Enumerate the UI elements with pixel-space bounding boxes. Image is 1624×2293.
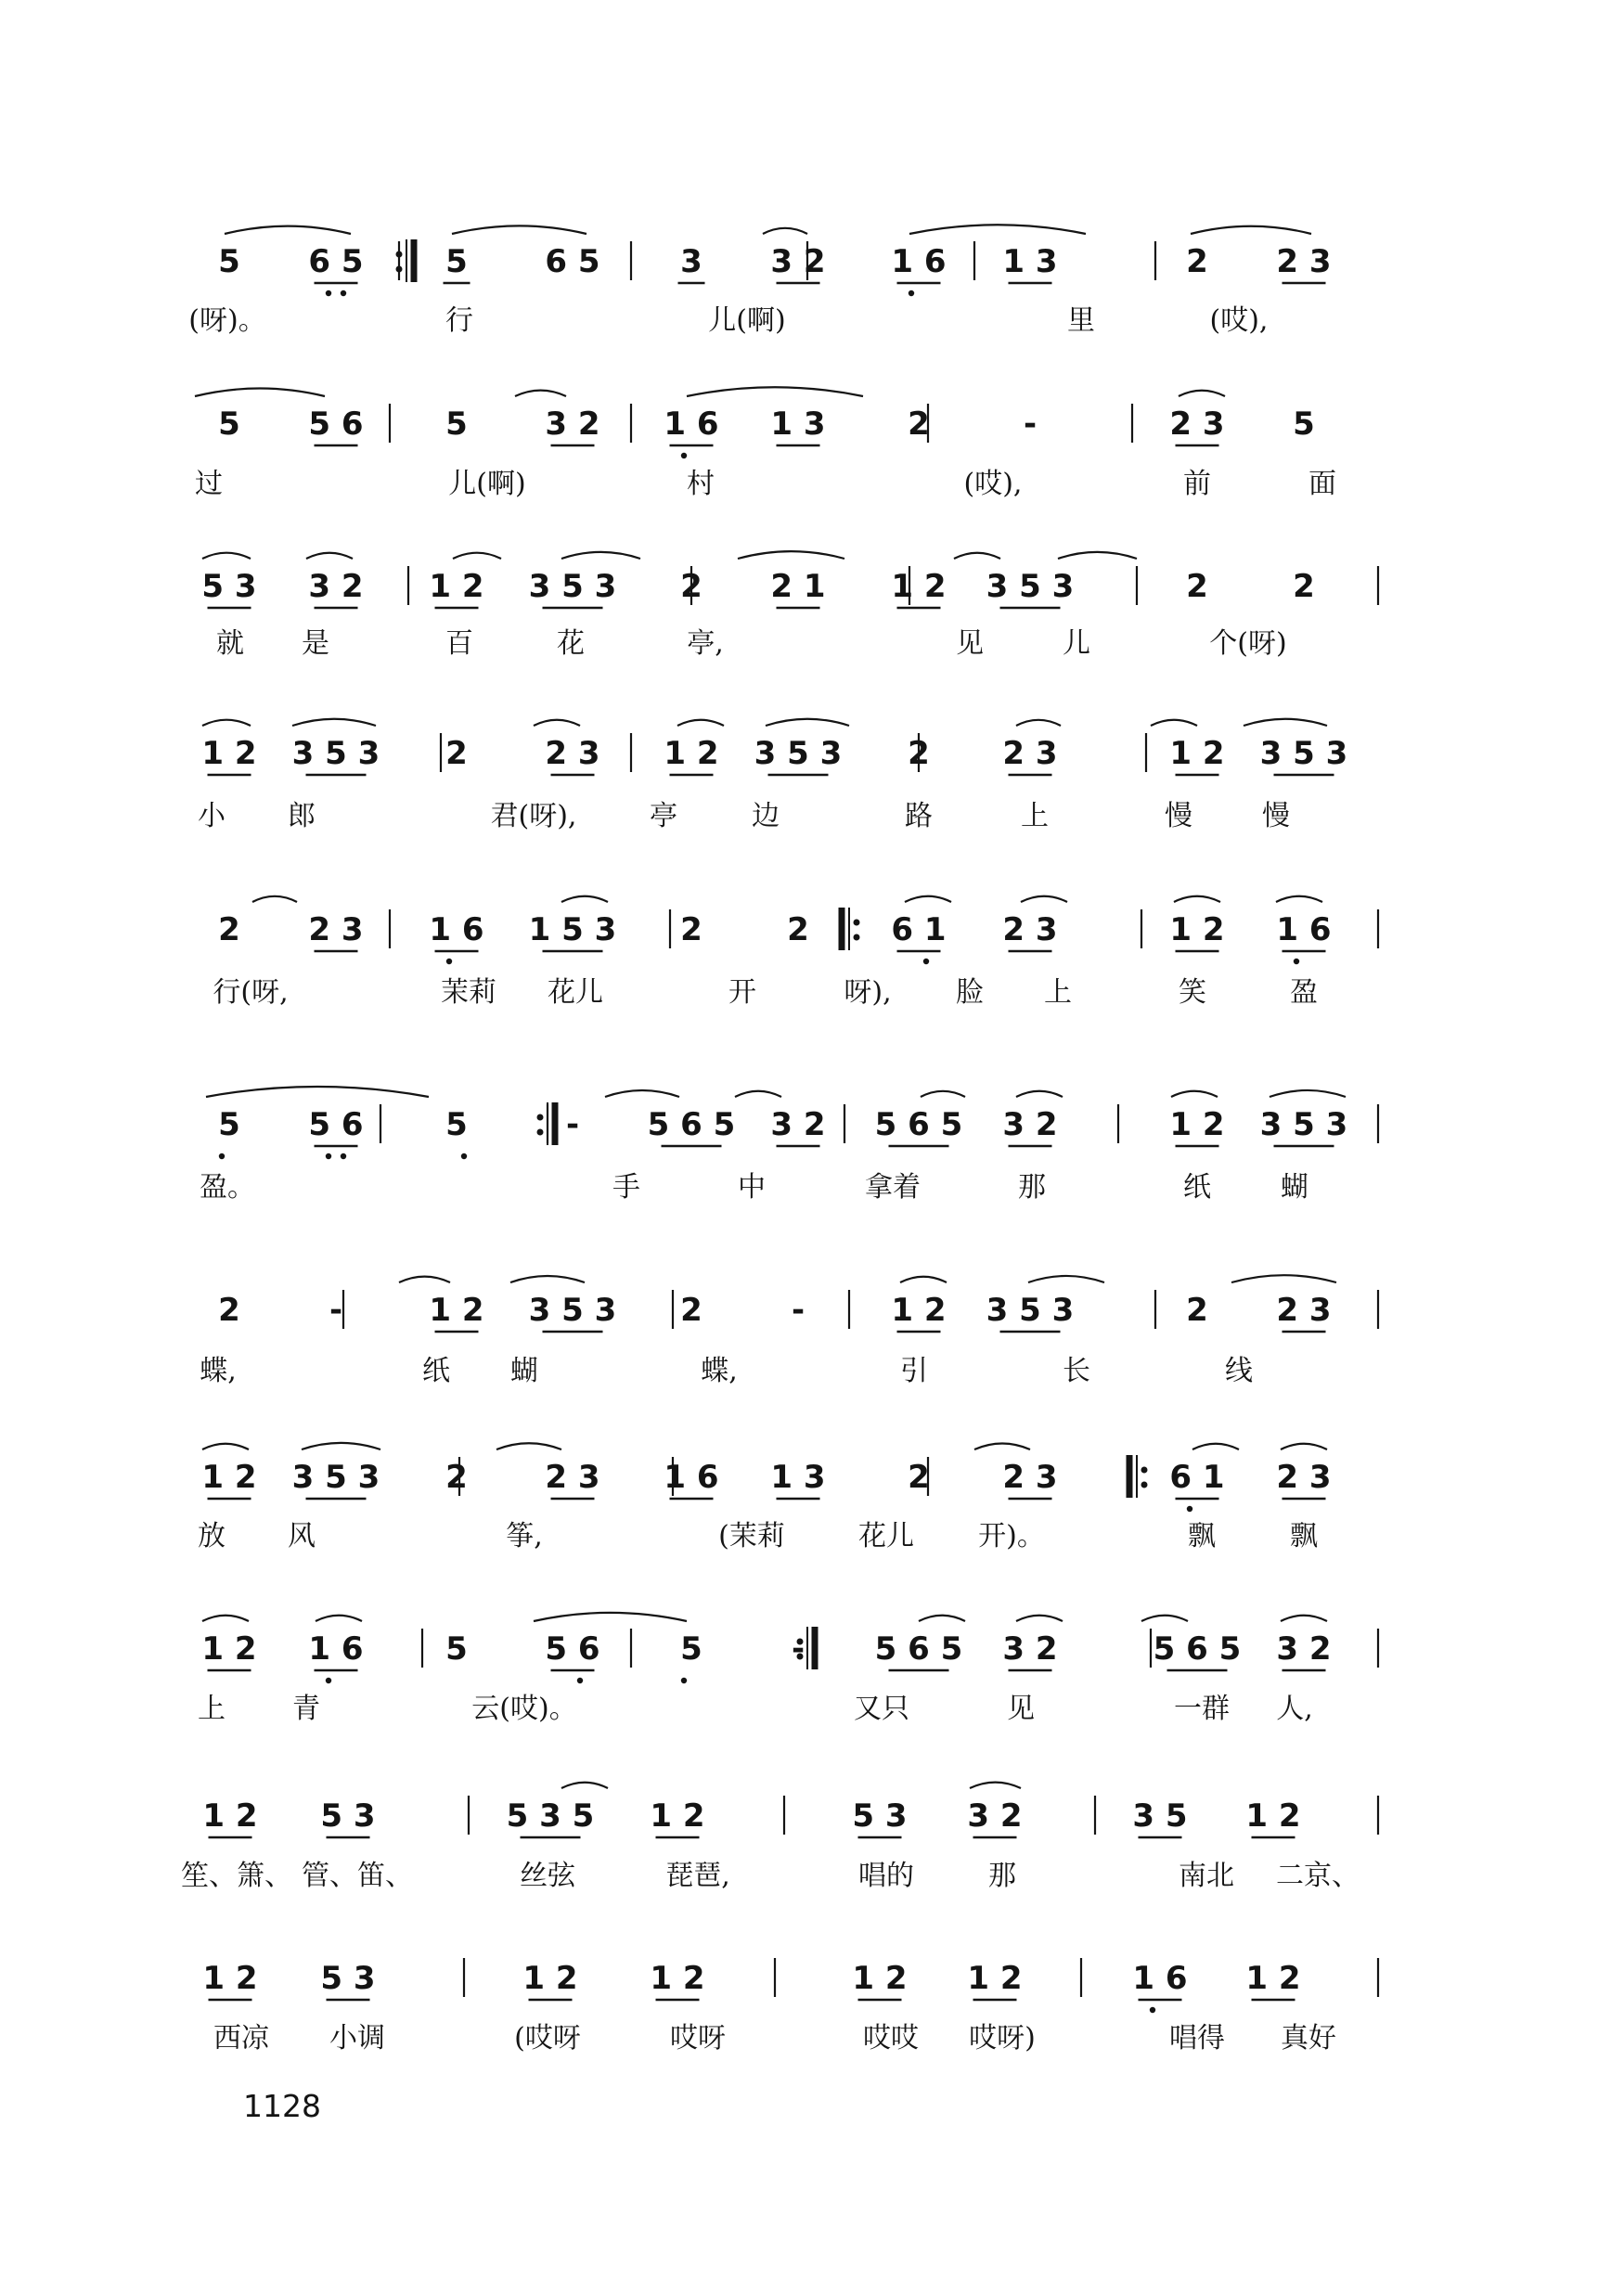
note-group: 3 5 xyxy=(1132,1797,1188,1835)
slur-arc xyxy=(1058,552,1137,559)
note-group: - xyxy=(565,1106,580,1143)
lyric-syllable: 南北 xyxy=(1179,1860,1234,1892)
note-group: 1 6 xyxy=(664,1459,719,1496)
lyric-syllable: 风 xyxy=(288,1520,316,1552)
lyric-syllable: 是 xyxy=(302,627,329,660)
slur-arc xyxy=(1016,1091,1063,1097)
note-group: 2 3 xyxy=(545,1459,600,1496)
note-group: 5 6 xyxy=(308,406,364,443)
lyric-syllable: 花 xyxy=(557,627,585,660)
slur-arc xyxy=(1244,719,1327,726)
note-group: 2 xyxy=(445,735,468,772)
lyric-syllable: 个(呀) xyxy=(1209,627,1287,660)
note-group: 3 5 3 xyxy=(291,735,380,772)
note-group: 3 2 xyxy=(308,568,364,605)
lyric-syllable: 笑 xyxy=(1179,976,1206,1009)
slur-arc xyxy=(202,553,251,559)
page-number: 1128 xyxy=(243,2088,321,2124)
slur-arc xyxy=(1151,720,1197,726)
lyric-syllable: 那 xyxy=(988,1860,1016,1892)
slur-arc xyxy=(738,551,844,559)
lyric-syllable: 放 xyxy=(198,1520,226,1552)
lyric-syllable: 西凉 xyxy=(213,2022,269,2055)
lyric-syllable: 小调 xyxy=(329,2022,385,2055)
note-group: 2 3 xyxy=(1002,911,1058,948)
lyric-syllable: 真好 xyxy=(1281,2022,1336,2055)
lyric-syllable: 儿(啊) xyxy=(448,468,526,500)
lyric-syllable: 花儿 xyxy=(548,976,603,1009)
note-group: 2 xyxy=(908,1459,930,1496)
lyric-syllable: (哎呀 xyxy=(514,2022,581,2055)
repeat-dot xyxy=(854,920,860,926)
lyric-syllable: 行(呀, xyxy=(213,976,289,1009)
octave-dot xyxy=(326,290,331,296)
note-group: 3 5 3 xyxy=(986,568,1075,605)
note-group: 1 6 xyxy=(308,1630,364,1668)
lyric-syllable: 见 xyxy=(956,627,984,660)
lyric-syllable: 丝弦 xyxy=(520,1860,575,1892)
note-group: 1 2 xyxy=(650,1960,705,1997)
lyric-syllable: 亭 xyxy=(650,800,677,832)
slur-arc xyxy=(735,1091,781,1097)
octave-dot xyxy=(1294,959,1299,964)
lyric-syllable: 过 xyxy=(195,468,223,500)
slur-arc xyxy=(766,719,849,726)
note-group: 2 xyxy=(908,406,930,443)
note-group: 1 6 xyxy=(1276,911,1332,948)
repeat-dot xyxy=(1141,1482,1148,1488)
slur-arc xyxy=(1281,1616,1327,1621)
note-group: 5 3 xyxy=(320,1797,376,1835)
note-group: 2 3 xyxy=(1276,1292,1332,1329)
octave-dot xyxy=(577,1678,583,1683)
slur-arc xyxy=(909,225,1086,234)
note-group: 2 xyxy=(1186,568,1208,605)
lyric-syllable: 飘 xyxy=(1290,1520,1318,1552)
note-group: 3 2 xyxy=(770,1106,826,1143)
note-group: 2 3 xyxy=(1002,735,1058,772)
note-group: 6 5 xyxy=(545,243,600,280)
note-group: 1 2 xyxy=(1169,1106,1225,1143)
note-group: 2 xyxy=(680,911,702,948)
note-group: 5 xyxy=(680,1630,702,1668)
lyric-syllable: 哎哎 xyxy=(863,2022,919,2055)
note-group: 1 2 xyxy=(1245,1797,1301,1835)
slur-arc xyxy=(302,1443,380,1449)
slur-arc xyxy=(561,552,640,559)
note-group: 1 2 xyxy=(891,568,947,605)
note-group: 1 2 xyxy=(201,735,257,772)
lyric-syllable: (哎), xyxy=(963,468,1023,500)
slur-arc xyxy=(974,1444,1030,1450)
lyric-syllable: 路 xyxy=(905,800,933,832)
slur-arc xyxy=(510,1276,585,1282)
slur-arc xyxy=(534,1613,687,1621)
lyric-syllable: 亭, xyxy=(687,627,724,660)
lyric-syllable: 那 xyxy=(1018,1171,1046,1204)
note-group: 5 6 5 xyxy=(874,1630,963,1668)
note-group: 5 3 xyxy=(852,1797,908,1835)
lyric-syllable: 面 xyxy=(1308,468,1336,500)
slur-arc xyxy=(561,896,608,902)
note-group: 2 xyxy=(680,1292,702,1329)
lyric-syllable: 唱的 xyxy=(858,1860,914,1892)
note-group: - xyxy=(791,1292,806,1329)
note-group: 1 3 xyxy=(1002,243,1058,280)
note-group: 5 xyxy=(445,1630,468,1668)
repeat-dot xyxy=(537,1114,544,1121)
octave-dot xyxy=(326,1153,331,1159)
octave-dot xyxy=(461,1153,467,1159)
slur-arc xyxy=(1281,1444,1327,1449)
note-group: 3 5 3 xyxy=(754,735,843,772)
note-group: 3 5 3 xyxy=(1259,735,1348,772)
note-group: 3 2 xyxy=(770,243,826,280)
slur-arc xyxy=(195,389,325,397)
note-group: - xyxy=(329,1292,343,1329)
lyric-syllable: 开)。 xyxy=(978,1520,1045,1552)
lyric-syllable: 飘 xyxy=(1188,1520,1216,1552)
repeat-dot xyxy=(396,251,403,258)
note-group: 1 2 xyxy=(202,1797,258,1835)
lyric-syllable: 琵琶, xyxy=(665,1860,730,1892)
octave-dot xyxy=(681,1678,687,1683)
lyric-syllable: 又只 xyxy=(854,1693,909,1725)
note-group: 2 xyxy=(218,1292,240,1329)
note-group: 3 2 xyxy=(967,1797,1023,1835)
slur-arc xyxy=(1141,1616,1188,1621)
octave-dot xyxy=(446,959,452,964)
lyric-syllable: 蝶, xyxy=(200,1355,237,1387)
lyric-syllable: (哎), xyxy=(1209,304,1269,337)
note-group: 5 6 5 xyxy=(647,1106,736,1143)
lyric-syllable: 郎 xyxy=(288,800,316,832)
note-group: 6 1 xyxy=(891,911,947,948)
lyric-syllable: 拿着 xyxy=(865,1171,921,1204)
slur-arc xyxy=(202,1616,249,1621)
lyric-syllable: 二京、 xyxy=(1276,1860,1360,1892)
note-group: 3 xyxy=(680,243,702,280)
note-group: 3 5 3 xyxy=(528,1292,617,1329)
octave-dot xyxy=(219,1153,225,1159)
lyric-syllable: 管、笛、 xyxy=(302,1860,413,1892)
lyric-syllable: 线 xyxy=(1225,1355,1253,1387)
slur-arc xyxy=(561,1783,608,1788)
note-group: 5 xyxy=(218,406,240,443)
note-group: 2 1 xyxy=(770,568,826,605)
slur-arc xyxy=(1276,896,1322,902)
lyric-syllable: 青 xyxy=(292,1693,320,1725)
note-group: 2 3 xyxy=(545,735,600,772)
slur-arc xyxy=(1191,226,1311,234)
lyric-syllable: 见 xyxy=(1007,1693,1035,1725)
note-group: 1 6 xyxy=(891,243,947,280)
lyric-syllable: 小 xyxy=(198,800,226,832)
slur-arc xyxy=(534,720,580,726)
lyric-syllable: 上 xyxy=(1021,800,1049,832)
lyric-syllable: 引 xyxy=(900,1355,928,1387)
slur-arc xyxy=(1021,896,1067,902)
lyric-syllable: 长 xyxy=(1063,1355,1090,1387)
note-group: 3 2 xyxy=(1002,1630,1058,1668)
lyric-syllable: 上 xyxy=(198,1693,226,1725)
slur-arc xyxy=(1231,1275,1336,1282)
note-group: 5 xyxy=(445,406,468,443)
slur-arc xyxy=(206,1087,429,1097)
note-group: 1 6 xyxy=(1132,1960,1188,1997)
octave-dot xyxy=(681,453,687,458)
slur-arc xyxy=(202,720,251,726)
slur-arc xyxy=(399,1277,450,1282)
note-group: 2 3 xyxy=(1169,406,1225,443)
slur-arc xyxy=(954,553,1000,559)
note-group: 2 3 xyxy=(1276,1459,1332,1496)
lyric-syllable: 蝴 xyxy=(1281,1171,1308,1204)
note-group: 2 xyxy=(1293,568,1315,605)
lyric-syllable: 纸 xyxy=(1183,1171,1211,1204)
octave-dot xyxy=(909,290,914,296)
repeat-dot xyxy=(537,1129,544,1136)
slur-arc xyxy=(452,225,586,234)
note-group: 3 5 3 xyxy=(1259,1106,1348,1143)
lyric-syllable: 茉莉 xyxy=(441,976,496,1009)
note-group: 2 xyxy=(445,1459,468,1496)
note-group: 5 3 xyxy=(201,568,257,605)
lyric-syllable: 慢 xyxy=(1165,800,1192,832)
note-group: 3 5 3 xyxy=(291,1459,380,1496)
slur-arc xyxy=(905,896,951,902)
octave-dot xyxy=(923,959,929,964)
lyric-syllable: 儿 xyxy=(1063,627,1090,660)
note-group: 1 2 xyxy=(201,1630,257,1668)
lyric-syllable: 君(呀), xyxy=(490,800,577,832)
note-group: 1 2 xyxy=(967,1960,1023,1997)
lyric-syllable: 手 xyxy=(612,1171,640,1204)
lyric-syllable: 盈。 xyxy=(200,1171,255,1204)
note-group: 1 2 xyxy=(852,1960,908,1997)
note-group: 1 2 xyxy=(202,1960,258,1997)
lyric-syllable: 行 xyxy=(445,304,473,337)
note-group: 2 3 xyxy=(1276,243,1332,280)
lyric-syllable: 哎呀 xyxy=(670,2022,726,2055)
note-group: 2 xyxy=(787,911,809,948)
slur-arc xyxy=(453,553,501,559)
lyric-syllable: 中 xyxy=(738,1171,766,1204)
slur-arc xyxy=(1192,1444,1239,1449)
lyric-syllable: 村 xyxy=(687,468,715,500)
slur-arc xyxy=(292,719,376,726)
note-group: 1 2 xyxy=(429,568,484,605)
slur-arc xyxy=(677,720,724,726)
note-group: 1 2 xyxy=(429,1292,484,1329)
lyric-syllable: (呀)。 xyxy=(188,304,266,337)
lyric-syllable: 蝶, xyxy=(701,1355,738,1387)
note-group: 2 3 xyxy=(308,911,364,948)
lyric-syllable: 边 xyxy=(752,800,780,832)
note-group: 5 xyxy=(445,243,468,280)
slur-arc xyxy=(970,1783,1021,1788)
slur-arc xyxy=(763,228,807,234)
octave-dot xyxy=(1187,1506,1192,1512)
note-group: 1 6 xyxy=(429,911,484,948)
lyric-syllable: 唱得 xyxy=(1169,2022,1225,2055)
note-group: 3 5 3 xyxy=(528,568,617,605)
lyric-syllable: 筝, xyxy=(506,1520,543,1552)
slur-arc xyxy=(252,896,297,902)
lyric-syllable: (茉莉 xyxy=(718,1520,785,1552)
note-group: 2 3 xyxy=(1002,1459,1058,1496)
note-group: - xyxy=(1023,406,1038,443)
note-group: 1 2 xyxy=(1245,1960,1301,1997)
note-group: 1 2 xyxy=(201,1459,257,1496)
lyric-syllable: 上 xyxy=(1044,976,1072,1009)
note-group: 1 3 xyxy=(770,1459,826,1496)
slur-arc xyxy=(1016,720,1061,726)
lyric-syllable: 前 xyxy=(1183,468,1211,500)
octave-dot xyxy=(326,1678,331,1683)
lyric-syllable: 云(哎)。 xyxy=(471,1693,577,1725)
note-group: 6 1 xyxy=(1169,1459,1225,1496)
note-group: 5 6 xyxy=(308,1106,364,1143)
lyric-syllable: 纸 xyxy=(422,1355,450,1387)
slur-arc xyxy=(900,1277,947,1282)
slur-arc xyxy=(202,1444,249,1449)
slur-arc xyxy=(306,553,353,559)
lyric-syllable: 儿(啊) xyxy=(708,304,786,337)
slur-arc xyxy=(1028,1276,1104,1282)
slur-arc xyxy=(1174,896,1220,902)
note-group: 1 2 xyxy=(1169,735,1225,772)
note-group: 5 6 5 xyxy=(874,1106,963,1143)
note-group: 1 2 xyxy=(891,1292,947,1329)
note-group: 5 xyxy=(445,1106,468,1143)
note-group: 1 2 xyxy=(650,1797,705,1835)
note-group: 2 xyxy=(1186,243,1208,280)
lyric-syllable: 盈 xyxy=(1290,976,1318,1009)
note-group: 3 2 xyxy=(1276,1630,1332,1668)
note-group: 5 6 xyxy=(545,1630,600,1668)
note-group: 3 2 xyxy=(1002,1106,1058,1143)
octave-dot xyxy=(341,1153,346,1159)
note-group: 1 6 xyxy=(664,406,719,443)
lyric-syllable: 就 xyxy=(216,627,244,660)
note-group: 1 2 xyxy=(1169,911,1225,948)
note-group: 5 6 5 xyxy=(1153,1630,1242,1668)
lyric-syllable: 笙、箫、 xyxy=(181,1860,292,1892)
lyric-syllable: 百 xyxy=(445,627,473,660)
note-group: - xyxy=(791,1630,806,1668)
octave-dot xyxy=(341,290,346,296)
note-group: 5 3 5 xyxy=(506,1797,595,1835)
lyric-syllable: 人, xyxy=(1276,1693,1313,1725)
slur-arc xyxy=(687,387,863,396)
lyric-syllable: 哎呀) xyxy=(969,2022,1036,2055)
note-group: 5 3 xyxy=(320,1960,376,1997)
note-group: 1 3 xyxy=(770,406,826,443)
slur-arc xyxy=(921,1091,965,1097)
repeat-dot xyxy=(396,266,403,273)
lyric-syllable: 一群 xyxy=(1174,1693,1230,1725)
note-group: 2 xyxy=(680,568,702,605)
slur-arc xyxy=(1179,391,1225,396)
note-group: 1 5 3 xyxy=(528,911,617,948)
lyric-syllable: 里 xyxy=(1067,304,1095,337)
repeat-dot xyxy=(854,934,860,941)
lyric-syllable: 蝴 xyxy=(510,1355,538,1387)
note-group: 3 5 3 xyxy=(986,1292,1075,1329)
note-group: 2 xyxy=(1186,1292,1208,1329)
note-group: 1 2 xyxy=(664,735,719,772)
note-group: 5 xyxy=(218,1106,240,1143)
lyric-syllable: 花儿 xyxy=(858,1520,914,1552)
slur-arc xyxy=(1016,1616,1063,1621)
slur-arc xyxy=(225,226,351,234)
slur-arc xyxy=(1270,1090,1346,1097)
note-group: 1 2 xyxy=(522,1960,578,1997)
lyric-syllable: 慢 xyxy=(1262,800,1290,832)
lyric-syllable: 呀), xyxy=(844,976,892,1009)
slur-arc xyxy=(1171,1091,1218,1097)
note-group: 5 xyxy=(1293,406,1315,443)
lyric-syllable: 开 xyxy=(728,976,756,1009)
slur-arc xyxy=(919,1616,965,1621)
note-group: 2 xyxy=(908,735,930,772)
slur-arc xyxy=(316,1616,362,1621)
slur-arc xyxy=(496,1443,561,1449)
note-group: 5 xyxy=(218,243,240,280)
slur-arc xyxy=(515,391,566,396)
repeat-dot xyxy=(1141,1467,1148,1474)
slur-arc xyxy=(605,1090,679,1097)
note-group: 3 2 xyxy=(545,406,600,443)
octave-dot xyxy=(1150,2007,1155,2013)
note-group: 2 xyxy=(218,911,240,948)
note-group: 6 5 xyxy=(308,243,364,280)
lyric-syllable: 脸 xyxy=(956,976,984,1009)
